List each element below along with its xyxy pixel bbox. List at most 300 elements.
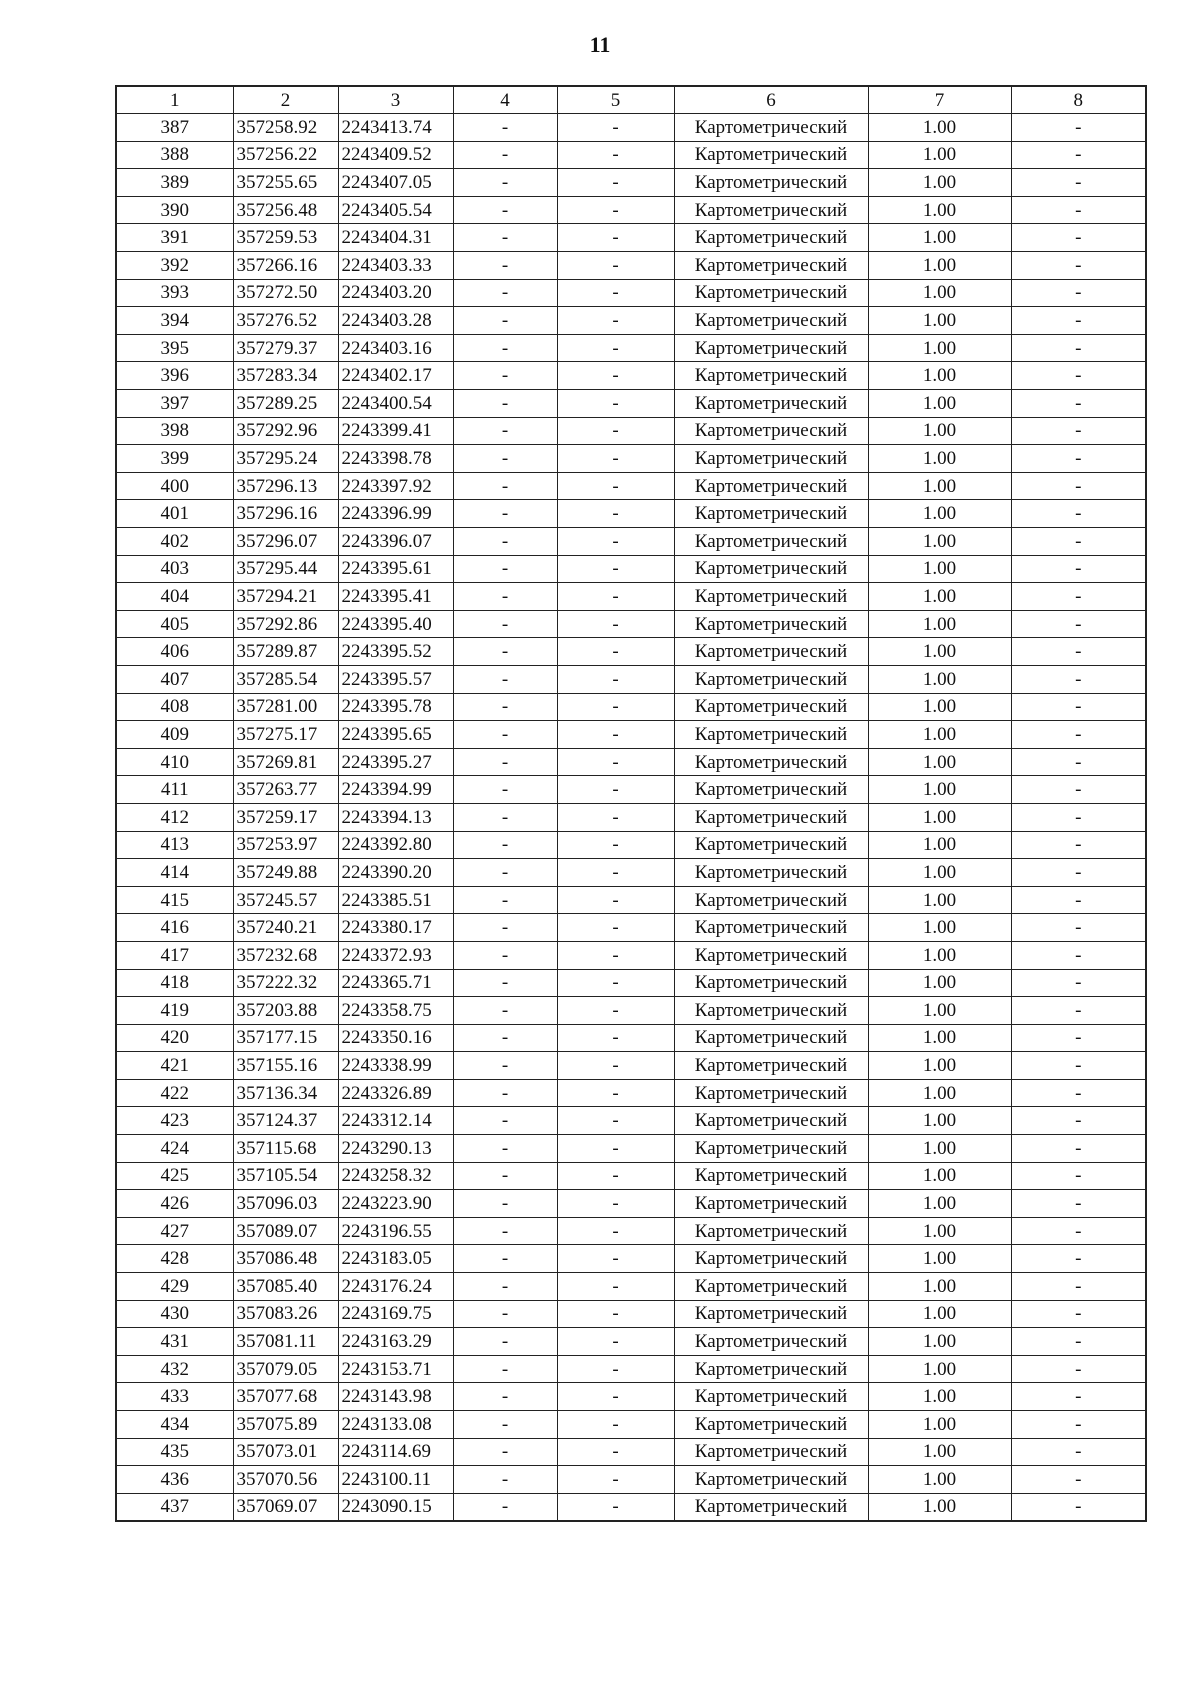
coordinate-x: 357296.16 [233,500,338,528]
method: Картометрический [674,638,868,666]
col-4-value: - [453,997,557,1025]
coordinate-y: 2243413.74 [338,114,453,142]
point-number: 437 [116,1493,233,1521]
method: Картометрический [674,445,868,473]
table-row [116,1107,1146,1135]
point-number: 426 [116,1190,233,1218]
col-8-value: - [1011,1466,1146,1494]
col-8-value: - [1011,1024,1146,1052]
col-4-value: - [453,886,557,914]
col-4-value: - [453,334,557,362]
table-row [116,1079,1146,1107]
accuracy: 1.00 [868,390,1011,418]
col-8-value: - [1011,941,1146,969]
column-header: 8 [1011,86,1146,114]
table-row [116,1273,1146,1301]
column-header: 4 [453,86,557,114]
col-4-value: - [453,555,557,583]
accuracy: 1.00 [868,1328,1011,1356]
table-row [116,693,1146,721]
col-8-value: - [1011,610,1146,638]
col-8-value: - [1011,1190,1146,1218]
coordinate-x: 357240.21 [233,914,338,942]
coordinate-y: 2243396.07 [338,528,453,556]
accuracy: 1.00 [868,914,1011,942]
table-row [116,528,1146,556]
coordinate-y: 2243143.98 [338,1383,453,1411]
coordinate-x: 357069.07 [233,1493,338,1521]
coordinate-y: 2243403.16 [338,334,453,362]
point-number: 419 [116,997,233,1025]
point-number: 406 [116,638,233,666]
coordinate-x: 357283.34 [233,362,338,390]
col-5-value: - [557,1162,674,1190]
method: Картометрический [674,114,868,142]
method: Картометрический [674,721,868,749]
accuracy: 1.00 [868,583,1011,611]
col-5-value: - [557,1024,674,1052]
point-number: 432 [116,1355,233,1383]
coordinate-y: 2243395.78 [338,693,453,721]
point-number: 398 [116,417,233,445]
col-8-value: - [1011,1328,1146,1356]
col-5-value: - [557,831,674,859]
col-4-value: - [453,914,557,942]
col-8-value: - [1011,1162,1146,1190]
table-row [116,886,1146,914]
accuracy: 1.00 [868,114,1011,142]
coordinate-y: 2243380.17 [338,914,453,942]
coordinate-x: 357245.57 [233,886,338,914]
point-number: 396 [116,362,233,390]
col-5-value: - [557,334,674,362]
accuracy: 1.00 [868,279,1011,307]
point-number: 436 [116,1466,233,1494]
method: Картометрический [674,610,868,638]
point-number: 395 [116,334,233,362]
coordinate-x: 357081.11 [233,1328,338,1356]
coordinate-y: 2243405.54 [338,196,453,224]
coordinate-x: 357258.92 [233,114,338,142]
method: Картометрический [674,1328,868,1356]
col-4-value: - [453,803,557,831]
col-4-value: - [453,610,557,638]
coordinate-x: 357073.01 [233,1438,338,1466]
coordinate-x: 357292.86 [233,610,338,638]
coordinate-y: 2243407.05 [338,169,453,197]
table-row [116,1300,1146,1328]
method: Картометрический [674,1355,868,1383]
col-5-value: - [557,969,674,997]
accuracy: 1.00 [868,1383,1011,1411]
col-5-value: - [557,472,674,500]
col-8-value: - [1011,1438,1146,1466]
accuracy: 1.00 [868,886,1011,914]
col-4-value: - [453,417,557,445]
col-8-value: - [1011,803,1146,831]
col-5-value: - [557,445,674,473]
point-number: 393 [116,279,233,307]
point-number: 391 [116,224,233,252]
method: Картометрический [674,665,868,693]
col-8-value: - [1011,1355,1146,1383]
table-row [116,334,1146,362]
col-5-value: - [557,141,674,169]
coordinate-x: 357253.97 [233,831,338,859]
coordinate-x: 357096.03 [233,1190,338,1218]
col-5-value: - [557,693,674,721]
coordinate-y: 2243358.75 [338,997,453,1025]
point-number: 409 [116,721,233,749]
point-number: 389 [116,169,233,197]
col-5-value: - [557,1466,674,1494]
method: Картометрический [674,803,868,831]
col-8-value: - [1011,114,1146,142]
accuracy: 1.00 [868,776,1011,804]
coordinate-y: 2243390.20 [338,859,453,887]
coordinate-y: 2243163.29 [338,1328,453,1356]
point-number: 412 [116,803,233,831]
point-number: 405 [116,610,233,638]
point-number: 418 [116,969,233,997]
accuracy: 1.00 [868,693,1011,721]
coordinate-x: 357177.15 [233,1024,338,1052]
method: Картометрический [674,1245,868,1273]
table-row [116,969,1146,997]
col-4-value: - [453,500,557,528]
point-number: 417 [116,941,233,969]
table-row [116,914,1146,942]
accuracy: 1.00 [868,1411,1011,1439]
method: Картометрический [674,279,868,307]
col-4-value: - [453,1024,557,1052]
col-8-value: - [1011,224,1146,252]
accuracy: 1.00 [868,1466,1011,1494]
col-8-value: - [1011,390,1146,418]
coordinate-x: 357275.17 [233,721,338,749]
col-5-value: - [557,803,674,831]
col-8-value: - [1011,500,1146,528]
coordinate-x: 357266.16 [233,252,338,280]
accuracy: 1.00 [868,362,1011,390]
table-row [116,362,1146,390]
method: Картометрический [674,390,868,418]
method: Картометрический [674,1438,868,1466]
col-4-value: - [453,1300,557,1328]
method: Картометрический [674,859,868,887]
coordinate-y: 2243372.93 [338,941,453,969]
col-5-value: - [557,776,674,804]
method: Картометрический [674,362,868,390]
accuracy: 1.00 [868,1273,1011,1301]
accuracy: 1.00 [868,555,1011,583]
coordinate-y: 2243403.28 [338,307,453,335]
col-8-value: - [1011,1411,1146,1439]
col-4-value: - [453,169,557,197]
coordinate-y: 2243395.61 [338,555,453,583]
coordinate-x: 357295.24 [233,445,338,473]
col-8-value: - [1011,1079,1146,1107]
coordinate-x: 357256.22 [233,141,338,169]
accuracy: 1.00 [868,997,1011,1025]
col-4-value: - [453,583,557,611]
accuracy: 1.00 [868,445,1011,473]
coordinate-x: 357269.81 [233,748,338,776]
coordinate-y: 2243365.71 [338,969,453,997]
method: Картометрический [674,941,868,969]
table-row [116,1024,1146,1052]
coordinate-x: 357294.21 [233,583,338,611]
coordinate-y: 2243312.14 [338,1107,453,1135]
coordinate-x: 357292.96 [233,417,338,445]
method: Картометрический [674,528,868,556]
col-8-value: - [1011,141,1146,169]
coordinate-y: 2243395.41 [338,583,453,611]
col-5-value: - [557,1300,674,1328]
method: Картометрический [674,334,868,362]
col-4-value: - [453,528,557,556]
col-5-value: - [557,721,674,749]
table-row [116,1493,1146,1521]
col-4-value: - [453,748,557,776]
coordinate-y: 2243392.80 [338,831,453,859]
method: Картометрический [674,776,868,804]
point-number: 434 [116,1411,233,1439]
col-4-value: - [453,638,557,666]
col-5-value: - [557,638,674,666]
col-8-value: - [1011,665,1146,693]
point-number: 394 [116,307,233,335]
column-header: 6 [674,86,868,114]
table-row [116,1466,1146,1494]
table-row [116,665,1146,693]
col-4-value: - [453,362,557,390]
coordinate-x: 357136.34 [233,1079,338,1107]
coordinate-y: 2243223.90 [338,1190,453,1218]
accuracy: 1.00 [868,941,1011,969]
col-4-value: - [453,1355,557,1383]
col-5-value: - [557,1245,674,1273]
col-4-value: - [453,1217,557,1245]
point-number: 429 [116,1273,233,1301]
point-number: 411 [116,776,233,804]
col-5-value: - [557,500,674,528]
col-4-value: - [453,224,557,252]
col-4-value: - [453,196,557,224]
table-row [116,1245,1146,1273]
table-body [116,114,1146,1521]
method: Картометрический [674,1300,868,1328]
coordinate-y: 2243395.27 [338,748,453,776]
accuracy: 1.00 [868,610,1011,638]
accuracy: 1.00 [868,665,1011,693]
accuracy: 1.00 [868,224,1011,252]
accuracy: 1.00 [868,169,1011,197]
col-4-value: - [453,665,557,693]
point-number: 423 [116,1107,233,1135]
col-8-value: - [1011,1217,1146,1245]
col-8-value: - [1011,914,1146,942]
col-4-value: - [453,390,557,418]
method: Картометрический [674,417,868,445]
coordinate-x: 357259.17 [233,803,338,831]
coordinate-y: 2243403.20 [338,279,453,307]
col-5-value: - [557,1107,674,1135]
col-4-value: - [453,859,557,887]
col-4-value: - [453,114,557,142]
col-4-value: - [453,1466,557,1494]
coordinate-x: 357289.25 [233,390,338,418]
accuracy: 1.00 [868,196,1011,224]
point-number: 392 [116,252,233,280]
accuracy: 1.00 [868,528,1011,556]
accuracy: 1.00 [868,721,1011,749]
method: Картометрический [674,555,868,583]
col-5-value: - [557,196,674,224]
col-4-value: - [453,1493,557,1521]
col-4-value: - [453,1162,557,1190]
accuracy: 1.00 [868,1245,1011,1273]
table-row [116,831,1146,859]
accuracy: 1.00 [868,638,1011,666]
table-row [116,583,1146,611]
table-row [116,721,1146,749]
col-4-value: - [453,1107,557,1135]
point-number: 427 [116,1217,233,1245]
col-5-value: - [557,1190,674,1218]
coordinate-y: 2243183.05 [338,1245,453,1273]
coordinate-y: 2243395.65 [338,721,453,749]
accuracy: 1.00 [868,334,1011,362]
col-5-value: - [557,528,674,556]
method: Картометрический [674,1493,868,1521]
col-5-value: - [557,390,674,418]
col-8-value: - [1011,1052,1146,1080]
table-row [116,445,1146,473]
column-header: 3 [338,86,453,114]
coordinate-y: 2243399.41 [338,417,453,445]
table-row [116,252,1146,280]
col-8-value: - [1011,472,1146,500]
table-row [116,610,1146,638]
table-row [116,1190,1146,1218]
method: Картометрический [674,1079,868,1107]
col-5-value: - [557,886,674,914]
col-5-value: - [557,307,674,335]
accuracy: 1.00 [868,969,1011,997]
point-number: 397 [116,390,233,418]
method: Картометрический [674,1135,868,1163]
coordinate-y: 2243403.33 [338,252,453,280]
col-8-value: - [1011,362,1146,390]
accuracy: 1.00 [868,417,1011,445]
table-row [116,417,1146,445]
coordinate-y: 2243400.54 [338,390,453,418]
col-5-value: - [557,610,674,638]
col-8-value: - [1011,1135,1146,1163]
accuracy: 1.00 [868,831,1011,859]
method: Картометрический [674,1273,868,1301]
accuracy: 1.00 [868,1107,1011,1135]
col-4-value: - [453,445,557,473]
col-8-value: - [1011,1273,1146,1301]
col-4-value: - [453,252,557,280]
method: Картометрический [674,693,868,721]
method: Картометрический [674,224,868,252]
table-row [116,555,1146,583]
point-number: 407 [116,665,233,693]
method: Картометрический [674,583,868,611]
col-4-value: - [453,831,557,859]
col-5-value: - [557,362,674,390]
coordinate-x: 357115.68 [233,1135,338,1163]
point-number: 387 [116,114,233,142]
col-5-value: - [557,1328,674,1356]
point-number: 404 [116,583,233,611]
col-8-value: - [1011,334,1146,362]
coordinate-x: 357232.68 [233,941,338,969]
method: Картометрический [674,472,868,500]
col-4-value: - [453,1438,557,1466]
table-row [116,803,1146,831]
col-5-value: - [557,1273,674,1301]
coordinate-y: 2243100.11 [338,1466,453,1494]
coordinate-y: 2243114.69 [338,1438,453,1466]
col-4-value: - [453,1245,557,1273]
accuracy: 1.00 [868,1190,1011,1218]
col-5-value: - [557,224,674,252]
table-row [116,1328,1146,1356]
coordinate-x: 357203.88 [233,997,338,1025]
method: Картометрический [674,169,868,197]
coordinate-y: 2243395.40 [338,610,453,638]
coordinate-x: 357222.32 [233,969,338,997]
point-number: 425 [116,1162,233,1190]
table-row [116,279,1146,307]
col-8-value: - [1011,859,1146,887]
col-8-value: - [1011,1107,1146,1135]
coordinate-y: 2243133.08 [338,1411,453,1439]
coordinate-y: 2243153.71 [338,1355,453,1383]
coordinate-y: 2243350.16 [338,1024,453,1052]
col-4-value: - [453,693,557,721]
coordinate-x: 357105.54 [233,1162,338,1190]
col-5-value: - [557,859,674,887]
coordinate-x: 357296.07 [233,528,338,556]
table-row [116,638,1146,666]
col-5-value: - [557,665,674,693]
table-row [116,1411,1146,1439]
coordinate-x: 357272.50 [233,279,338,307]
coordinate-y: 2243404.31 [338,224,453,252]
accuracy: 1.00 [868,1079,1011,1107]
accuracy: 1.00 [868,1162,1011,1190]
table-row [116,1162,1146,1190]
accuracy: 1.00 [868,1300,1011,1328]
col-5-value: - [557,1135,674,1163]
coordinate-x: 357089.07 [233,1217,338,1245]
col-8-value: - [1011,196,1146,224]
accuracy: 1.00 [868,141,1011,169]
col-4-value: - [453,941,557,969]
point-number: 415 [116,886,233,914]
coordinate-y: 2243397.92 [338,472,453,500]
col-4-value: - [453,1328,557,1356]
col-5-value: - [557,1493,674,1521]
coordinate-y: 2243395.57 [338,665,453,693]
column-header: 2 [233,86,338,114]
coordinate-x: 357281.00 [233,693,338,721]
